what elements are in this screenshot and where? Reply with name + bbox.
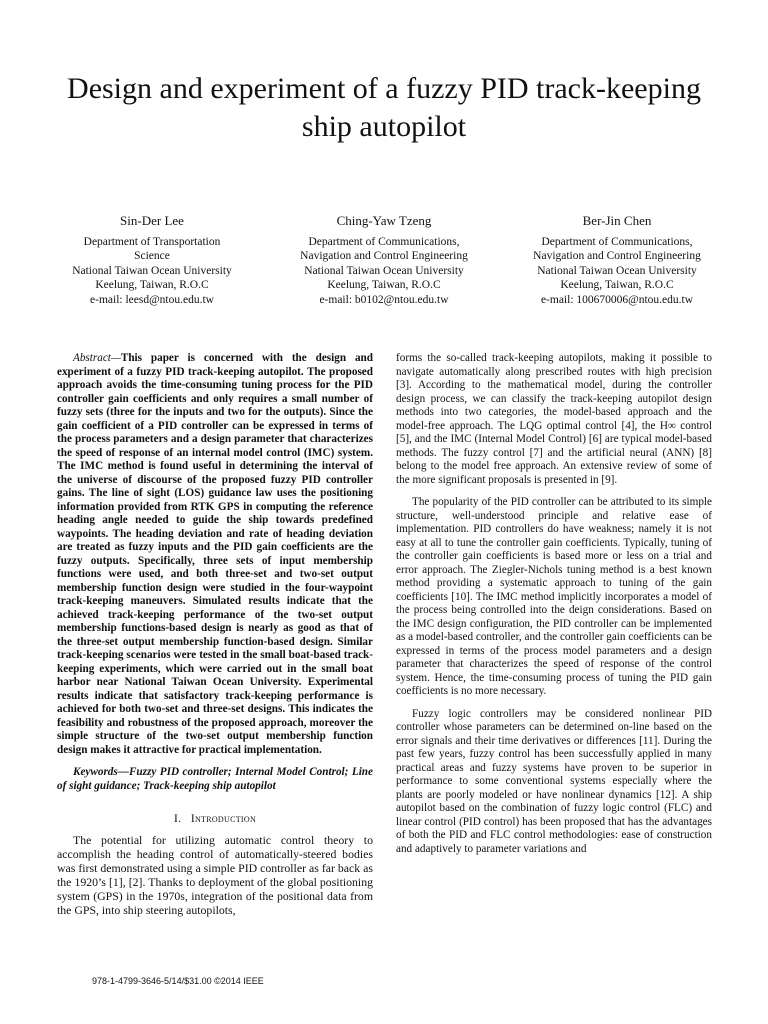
section-number: I. bbox=[173, 813, 182, 825]
section-title: Introduction bbox=[190, 813, 257, 825]
author-affiliation-line: Keelung, Taiwan, R.O.C bbox=[560, 279, 674, 291]
body-paragraph: forms the so-called track-keeping autopilots, making it possible to navigate automatically along prescribed routes with high precision [3]. According to the mathematical model, during the controller design process, we can classify the track-keeping autopilot design methods into two categories, the model-based approach and the model-free approach. The LQG optimal control [4], the H∞ control [5], and the IMC (Internal Model Control) [6] are typical model-based methods. The fuzzy control [7] and the artificial neural (ANN) [8] belong to the model free approach. An extensive review of some of the more significant proposals is presented in [9]. bbox=[396, 352, 712, 486]
author-affiliation-line: Keelung, Taiwan, R.O.C bbox=[95, 279, 209, 291]
author-1 bbox=[52, 214, 252, 307]
keywords bbox=[57, 766, 373, 793]
abstract-lead: Abstract— bbox=[73, 352, 121, 364]
intro-paragraph: The potential for utilizing automatic control theory to accomplish the heading control of automatically-steered bodies was first demonstrated using a simple PID controller as far back as the 1920’s [1], [2]. Thanks to deployment of the global positioning system (GPS) in the 1970s, integration of the positional data from the GPS, into ship steering autopilots, bbox=[57, 832, 373, 917]
author-affiliation-line: Department of Transportation bbox=[83, 235, 221, 248]
author-name: Sin-Der Lee bbox=[120, 213, 184, 228]
keywords-text: Fuzzy PID controller; Internal Model Control; Line of sight guidance; Track-keeping ship autopilot bbox=[57, 766, 373, 792]
author-3 bbox=[514, 214, 720, 307]
paper-title: Design and experiment of a fuzzy PID track-keeping ship autopilot bbox=[67, 72, 701, 143]
abstract-text: This paper is concerned with the design and experiment of a fuzzy PID track-keeping autopilot. The proposed approach avoids the time-consuming tuning process for the PID controller gain coefficients and only requires a small number of fuzzy sets (three for the inputs and two for the outputs). Since the gain coefficient of a PID controller can be expressed in terms of the process parameters and a design parameter that characterizes the speed of response of an internal model control (IMC) system. The IMC method is found useful in determining the interval of the universe of discourse of the proposed fuzzy PID controller gains. The line of sight (LOS) guidance law uses the positioning information provided from RTK GPS in computing the reference heading angle needed to guide the ship towards predefined waypoints. The heading deviation and rate of heading deviation are treated as fuzzy inputs and the PID gain coefficients are the fuzzy outputs. Specifically, three sets of input membership functions were used, and both three-set and two-set output membership function design were studied in the four-waypoint track-keeping maneuvers. Simulated results indicate that the achieved track-keeping performance of the two-set output membership functions-based design is nearly as good as that of the three-set output membership function-based design. Similar track-keeping scenarios were tested in the small boat-based track-keeping experiments, which were carried out in the small boat harbor near National Taiwan Ocean University. Experimental results indicate that satisfactory track-keeping performance is achieved for both two-set and three-set designs. This indicates the feasibility and robustness of the proposed approach, moreover the simple structure of the two-set output membership function design makes it attractive for practical implementation. bbox=[57, 352, 373, 756]
author-name: Ber-Jin Chen bbox=[582, 213, 652, 228]
author-email: e-mail: leesd@ntou.edu.tw bbox=[90, 293, 214, 306]
author-affiliation-line: National Taiwan Ocean University bbox=[72, 264, 232, 277]
author-affiliation-line: Science bbox=[134, 250, 170, 262]
section-heading bbox=[57, 813, 373, 827]
left-column bbox=[57, 352, 373, 926]
body-paragraph: Fuzzy logic controllers may be considered nonlinear PID controller whose parameters can be determined on-line based on the error signals and their time derivatives or differences [11]. During the past few years, fuzzy control has been successfully applied in many practical areas and fuzzy systems have proven to be superior in performance to some conventional systems especially where the plants are poorly modeled or have nonlinear dynamics [12]. A ship autopilot based on the combination of fuzzy logic control (FLC) and linear control (PID control) has been proposed that has the advantages of both the PID and FLC control methodologies: ease of construction and adaptively to parameter variations and bbox=[396, 707, 712, 855]
author-affiliation-line: Navigation and Control Engineering bbox=[300, 250, 468, 262]
author-affiliation-line: National Taiwan Ocean University bbox=[537, 264, 697, 277]
body-paragraph: The popularity of the PID controller can be attributed to its simple structure, well-understood principle and relative ease of implementation. PID controllers do have weakness; namely it is not easy at all to tune the controller gain coefficients. Typically, tuning of the controller gain coefficients is based more or less on a trial and error approach. The Ziegler-Nichols tuning method is a best known method providing a systematic approach to tuning of the gain coefficients [10]. The IMC method implicitly incorporates a model of the process being controlled into the deign considerations. Based on the IMC design configuration, the PID controller can be implemented as a model-based controller, and the controller gain coefficients can be expressed in terms of the process model parameters and a design parameter that characterizes the speed of response of the control system. Hence, the time-consuming process of tuning the PID gain coefficients is no more necessary. bbox=[396, 496, 712, 697]
author-email: e-mail: b0102@ntou.edu.tw bbox=[319, 293, 449, 306]
author-affiliation-line: Navigation and Control Engineering bbox=[533, 250, 701, 262]
right-column bbox=[396, 352, 712, 865]
keywords-lead: Keywords— bbox=[73, 766, 129, 778]
author-affiliation-line: Department of Communications, bbox=[308, 235, 460, 248]
author-affiliation-line: National Taiwan Ocean University bbox=[304, 264, 464, 277]
author-affiliation-line: Keelung, Taiwan, R.O.C bbox=[327, 279, 441, 291]
author-name: Ching-Yaw Tzeng bbox=[336, 213, 432, 228]
author-affiliation-line: Department of Communications, bbox=[541, 235, 693, 248]
author-2 bbox=[276, 214, 492, 307]
author-email: e-mail: 100670006@ntou.edu.tw bbox=[540, 293, 694, 306]
abstract bbox=[57, 352, 373, 757]
copyright-footer: 978-1-4799-3646-5/14/$31.00 ©2014 IEEE bbox=[92, 976, 264, 986]
